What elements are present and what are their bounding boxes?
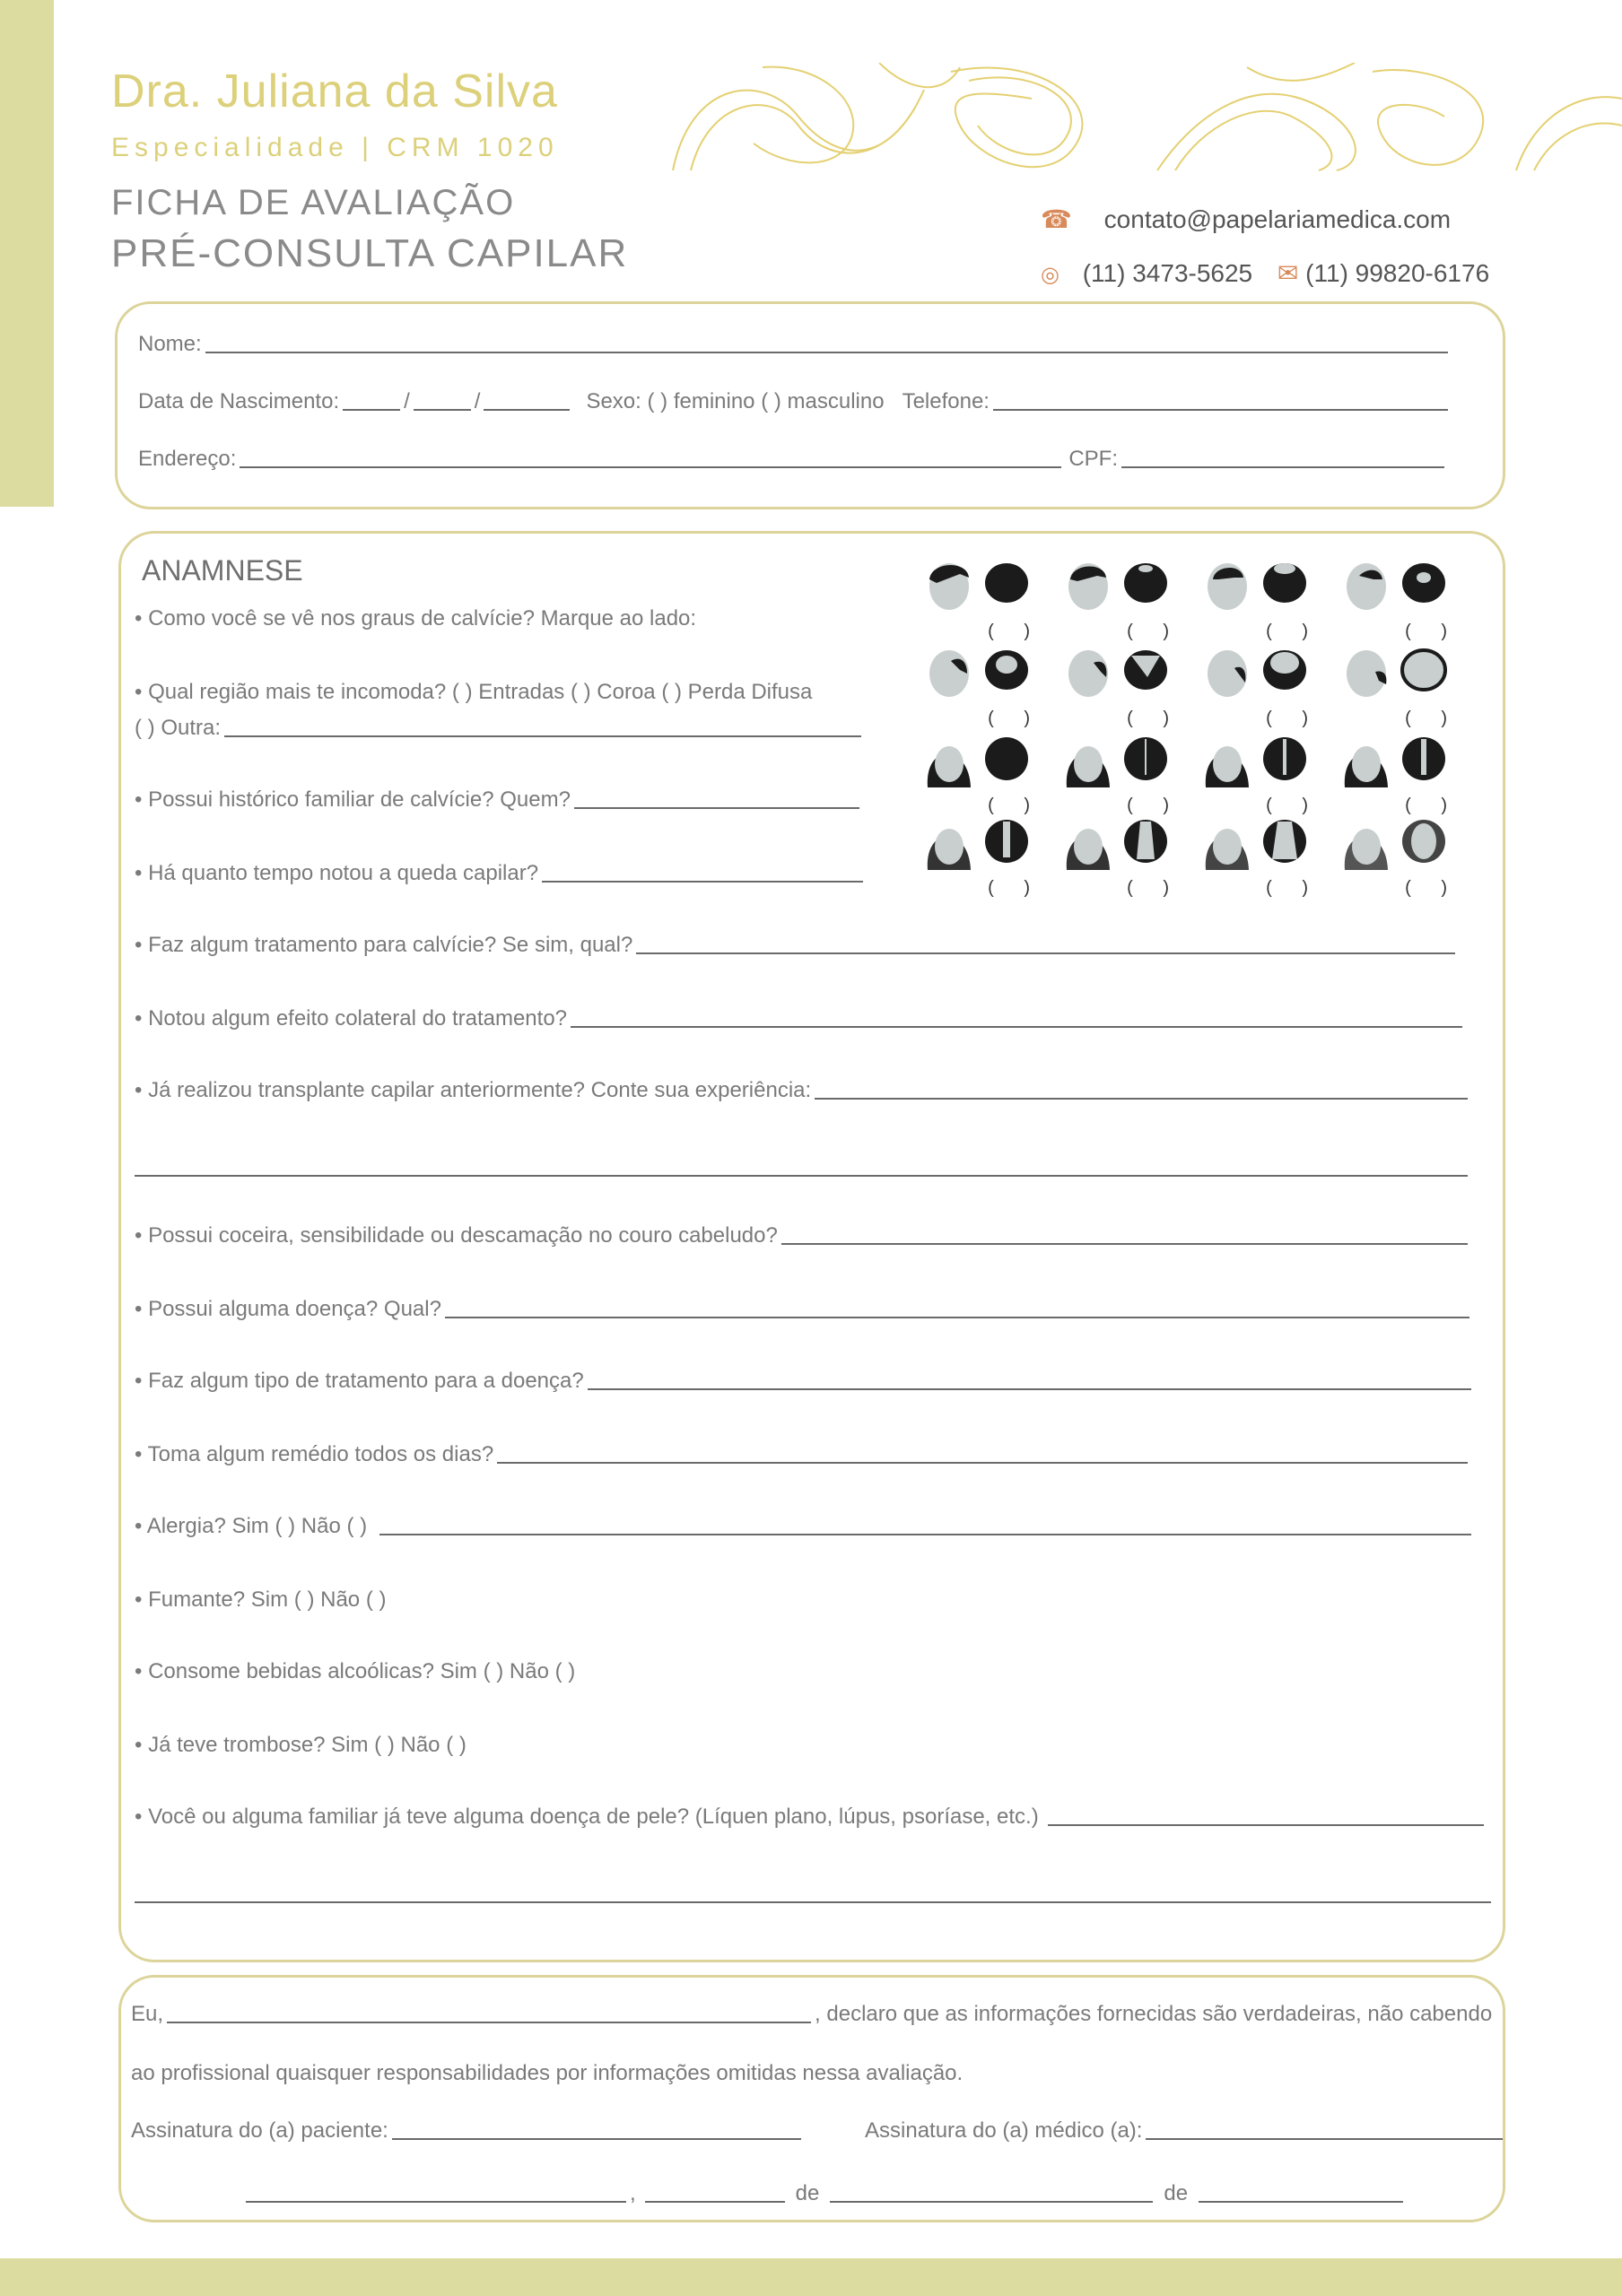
question-regiao-outra-label: ( ) Outra: — [135, 716, 222, 740]
question-coceira-label: • Possui coceira, sensibilidade ou descamação no couro cabeludo? — [135, 1223, 778, 1248]
female-grade-2[interactable] — [1054, 734, 1189, 816]
question-regiao-outra[interactable] — [135, 716, 861, 741]
grade-checkbox[interactable]: ( ) — [1405, 622, 1460, 641]
female-grade-4[interactable] — [1332, 734, 1467, 816]
cpf-label: CPF: — [1068, 447, 1118, 471]
female-grade-1[interactable] — [915, 734, 1050, 816]
question-coceira[interactable] — [135, 1223, 1468, 1248]
question-pele-label: • Você ou alguma familiar já teve alguma doença de pele? (Líquen plano, lúpus, psoríase, etc.) — [135, 1805, 1039, 1829]
eu-label: Eu, — [131, 2002, 164, 2026]
bottom-accent-bar — [0, 2258, 1622, 2296]
question-grau-label: • Como você se vê nos graus de calvície? Marque ao lado: — [135, 606, 697, 631]
date-place-row — [242, 2181, 1407, 2206]
address-cpf-row — [138, 447, 1448, 472]
sex-options[interactable]: Sexo: ( ) feminino ( ) masculino — [586, 389, 885, 413]
phone-field[interactable] — [993, 408, 1448, 411]
birth-sex-phone-row: Data de Nascimento: / / Sexo: ( ) feminino ( ) masculino Telefone: — [138, 389, 1448, 414]
day-field[interactable] — [645, 2200, 785, 2203]
transplante-extra-line[interactable] — [135, 1175, 1468, 1177]
question-alergia-label: • Alergia? Sim ( ) Não ( ) — [135, 1514, 368, 1538]
question-regiao[interactable] — [135, 680, 812, 705]
male-grade-7[interactable] — [1193, 647, 1328, 729]
baldness-grade-grid — [915, 560, 1471, 900]
birth-month-field[interactable] — [414, 408, 471, 411]
side-accent-bar — [0, 0, 54, 507]
birth-year-field[interactable] — [484, 408, 570, 411]
female-grade-8[interactable] — [1332, 816, 1467, 899]
female-grade-7[interactable] — [1193, 816, 1328, 899]
phone-contacts — [1041, 258, 1489, 288]
question-historico-label: • Possui histórico familiar de calvície? Quem? — [135, 787, 571, 812]
question-transplante[interactable] — [135, 1078, 1468, 1103]
grade-checkbox[interactable]: ( ) — [1127, 796, 1182, 815]
email-contact — [1041, 204, 1451, 234]
birth-day-field[interactable] — [343, 408, 400, 411]
question-historico[interactable] — [135, 787, 859, 813]
question-trat-doenca[interactable] — [135, 1369, 1471, 1394]
grade-checkbox[interactable]: ( ) — [1266, 622, 1321, 641]
grade-checkbox[interactable]: ( ) — [1266, 796, 1321, 815]
question-doenca-label: • Possui alguma doença? Qual? — [135, 1297, 441, 1321]
question-doenca[interactable] — [135, 1297, 1469, 1322]
phone-text: (11) 3473-5625 — [1082, 259, 1253, 287]
city-field[interactable] — [246, 2200, 626, 2203]
grade-checkbox[interactable]: ( ) — [1127, 878, 1182, 898]
declaration-text-2: ao profissional quaisquer responsabilidades por informações omitidas nessa avaliação. — [131, 2061, 964, 2085]
birth-label: Data de Nascimento: — [138, 389, 340, 413]
question-pele[interactable] — [135, 1805, 1484, 1830]
male-grade-2[interactable] — [1054, 560, 1189, 642]
patient-signature-field[interactable] — [392, 2137, 801, 2140]
address-label: Endereço: — [138, 447, 237, 471]
declarant-name-field[interactable] — [167, 2021, 811, 2023]
date-de-2: de — [1164, 2181, 1189, 2205]
date-de-1: de — [795, 2181, 820, 2205]
question-grau — [135, 606, 696, 631]
pele-extra-line[interactable] — [135, 1901, 1491, 1903]
patient-signature-row — [131, 2118, 805, 2144]
male-grade-1[interactable] — [915, 560, 1050, 642]
question-efeito-label: • Notou algum efeito colateral do tratamento? — [135, 1006, 568, 1031]
doctor-signature-row — [865, 2118, 1506, 2144]
form-title: FICHA DE AVALIAÇÃO — [111, 183, 516, 222]
female-grade-3[interactable] — [1193, 734, 1328, 816]
question-alcool[interactable] — [135, 1659, 575, 1684]
question-efeito[interactable] — [135, 1006, 1462, 1031]
grade-checkbox[interactable]: ( ) — [1405, 878, 1460, 898]
anamnese-title: ANAMNESE — [142, 554, 303, 587]
phone-label: Telefone: — [902, 389, 990, 413]
form-subtitle: PRÉ-CONSULTA CAPILAR — [111, 231, 629, 275]
declaration-text-1: , declaro que as informações fornecidas são verdadeiras, não cabendo — [815, 2002, 1493, 2026]
question-fumante[interactable] — [135, 1587, 386, 1613]
male-grade-4[interactable] — [1332, 560, 1467, 642]
declaration-line-2 — [131, 2061, 963, 2086]
topographic-decoration — [655, 63, 1622, 175]
patient-signature-label: Assinatura do (a) paciente: — [131, 2118, 388, 2143]
question-trombose-label: • Já teve trombose? Sim ( ) Não ( ) — [135, 1733, 467, 1757]
question-remedio[interactable] — [135, 1442, 1468, 1467]
question-transplante-label: • Já realizou transplante capilar anteriormente? Conte sua experiência: — [135, 1078, 812, 1102]
question-alcool-label: • Consome bebidas alcoólicas? Sim ( ) Não ( ) — [135, 1659, 576, 1683]
question-remedio-label: • Toma algum remédio todos os dias? — [135, 1442, 494, 1466]
grade-checkbox[interactable]: ( ) — [1405, 709, 1460, 728]
date-comma: , — [630, 2181, 636, 2205]
question-alergia[interactable] — [135, 1514, 1471, 1539]
doctor-specialty: Especialidade | CRM 1020 — [111, 133, 559, 162]
email-text: contato@papelariamedica.com — [1103, 205, 1452, 233]
male-grade-3[interactable] — [1193, 560, 1328, 642]
grade-checkbox[interactable]: ( ) — [988, 622, 1042, 641]
question-trombose[interactable] — [135, 1733, 467, 1758]
female-grade-5[interactable] — [915, 816, 1050, 899]
grade-checkbox[interactable]: ( ) — [988, 878, 1042, 898]
doctor-signature-field[interactable] — [1146, 2137, 1503, 2140]
question-tempo-label: • Há quanto tempo notou a queda capilar? — [135, 861, 539, 885]
question-trat-doenca-label: • Faz algum tipo de tratamento para a doença? — [135, 1369, 584, 1393]
doctor-name: Dra. Juliana da Silva — [111, 65, 558, 117]
name-field[interactable] — [138, 332, 1448, 357]
grade-checkbox[interactable]: ( ) — [988, 709, 1042, 728]
male-grade-5[interactable] — [915, 647, 1050, 729]
question-tempo[interactable] — [135, 861, 863, 886]
grade-checkbox[interactable]: ( ) — [1127, 709, 1182, 728]
question-fumante-label: • Fumante? Sim ( ) Não ( ) — [135, 1587, 387, 1612]
doctor-signature-label: Assinatura do (a) médico (a): — [865, 2118, 1143, 2143]
year-field[interactable] — [1199, 2200, 1403, 2203]
cpf-field[interactable] — [1121, 465, 1444, 468]
male-grade-8[interactable] — [1332, 647, 1467, 729]
female-grade-6[interactable] — [1054, 816, 1189, 899]
male-grade-6[interactable] — [1054, 647, 1189, 729]
address-field[interactable] — [240, 465, 1061, 468]
mobile-text: (11) 99820-6176 — [1305, 259, 1490, 287]
grade-checkbox[interactable]: ( ) — [1127, 622, 1182, 641]
question-regiao-label: • Qual região mais te incomoda? ( ) Entradas ( ) Coroa ( ) Perda Difusa — [135, 680, 813, 704]
name-label: Nome: — [138, 332, 202, 356]
phone-icon: ☎ — [1041, 205, 1072, 233]
question-tratamento-label: • Faz algum tratamento para calvície? Se sim, qual? — [135, 933, 633, 957]
month-field[interactable] — [830, 2200, 1153, 2203]
grade-checkbox[interactable]: ( ) — [1266, 709, 1321, 728]
grade-checkbox[interactable]: ( ) — [988, 796, 1042, 815]
whatsapp-icon: ◎ — [1041, 263, 1060, 287]
question-tratamento[interactable] — [135, 933, 1455, 958]
grade-checkbox[interactable]: ( ) — [1266, 878, 1321, 898]
declaration-line-1 — [131, 2002, 1492, 2027]
grade-checkbox[interactable]: ( ) — [1405, 796, 1460, 815]
mail-icon: ✉ — [1277, 259, 1299, 287]
